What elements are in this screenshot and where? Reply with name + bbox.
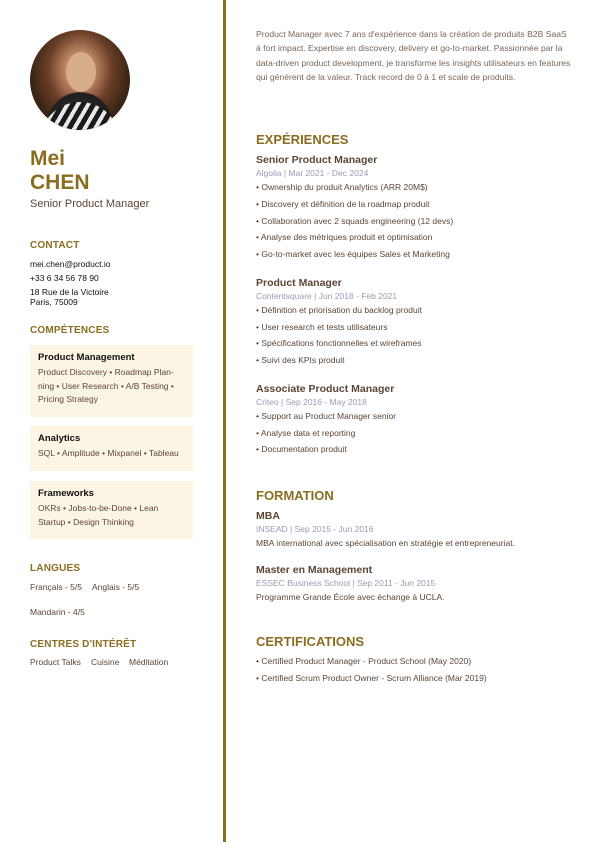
job-bullet: • Analyse des métriques produit et optimisation — [256, 232, 433, 242]
degree-title: MBA — [256, 510, 280, 522]
interest-item: Product Talks — [30, 657, 81, 667]
avatar — [30, 30, 130, 130]
degree-description: Programme Grande École avec échange à UCLA. — [256, 592, 445, 602]
skill-card — [30, 426, 193, 471]
language-item: Mandarin - 4/5 — [30, 607, 85, 617]
skill-card-title: Analytics — [38, 433, 81, 444]
degree-description: MBA international avec spécialisation en stratégie et entrepreneuriat. — [256, 538, 515, 548]
language-item: Anglais - 5/5 — [92, 582, 140, 592]
sidebar — [0, 0, 224, 842]
skill-card-title: Product Management — [38, 352, 135, 363]
degree-meta: ESSEC Business School | Sep 2011 - Jun 2015 — [256, 578, 436, 588]
skills-heading: COMPÉTENCES — [30, 325, 110, 336]
skill-card-body — [38, 447, 185, 461]
job-meta: Algolia | Mar 2021 - Dec 2024 — [256, 168, 369, 178]
job-role: Senior Product Manager — [30, 198, 150, 210]
certification-item: • Certified Scrum Product Owner - Scrum Alliance (Mar 2019) — [256, 673, 487, 683]
job-bullet: • Analyse data et reporting — [256, 428, 356, 438]
job-bullet: • Suivi des KPIs produit — [256, 355, 345, 365]
interest-item: Cuisine — [91, 657, 120, 667]
job-title: Senior Product Manager — [256, 154, 378, 166]
job-meta: Criteo | Sep 2016 - May 2018 — [256, 397, 367, 407]
skill-line: Pricing Strategy — [38, 394, 98, 404]
skill-line: SQL • Amplitude • Mixpanel • Tableau — [38, 448, 179, 458]
job-bullet: • Documentation produit — [256, 444, 347, 454]
job-bullet: • Définition et priorisation du backlog produit — [256, 305, 422, 315]
job-meta: Contentsquare | Jun 2018 - Feb 2021 — [256, 291, 398, 301]
avatar-face — [66, 52, 96, 92]
first-name: Mei — [30, 147, 66, 170]
contact-phone[interactable]: +33 6 34 56 78 90 — [30, 273, 99, 283]
job-bullet: • Ownership du produit Analytics (ARR 20M$) — [256, 182, 428, 192]
skill-card-title: Frameworks — [38, 488, 94, 499]
skill-line: Product Discovery • Roadmap Plan- — [38, 367, 174, 377]
contact-address-line2: Paris, 75009 — [30, 297, 78, 307]
job-bullet: • Collaboration avec 2 squads engineering (12 devs) — [256, 216, 454, 226]
skill-card-body — [38, 502, 185, 529]
contact-heading: CONTACT — [30, 240, 80, 251]
job-bullet: • Discovery et définition de la roadmap produit — [256, 199, 430, 209]
job-title: Associate Product Manager — [256, 383, 395, 395]
skill-line: Startup • Design Thinking — [38, 516, 134, 527]
contact-address-line1: 18 Rue de la Victoire — [30, 287, 109, 297]
column-divider — [223, 0, 226, 842]
job-bullet: • Spécifications fonctionnelles et wireframes — [256, 338, 422, 348]
job-bullet: • Go-to-market avec les équipes Sales et Marketing — [256, 249, 450, 259]
job-title: Product Manager — [256, 277, 342, 289]
skill-line: ning • User Research • A/B Testing • — [38, 380, 174, 391]
experience-heading: EXPÉRIENCES — [256, 132, 349, 147]
contact-email[interactable]: mei.chen@product.io — [30, 259, 111, 269]
certifications-heading: CERTIFICATIONS — [256, 634, 365, 649]
degree-meta: INSEAD | Sep 2015 - Jun 2016 — [256, 524, 374, 534]
education-heading: FORMATION — [256, 488, 334, 503]
profile-summary: Product Manager avec 7 ans d'expérience dans la création de produits B2B SaaS à fort impact. Expertise en discovery, delivery et go-to-market. Passionnée par la data-driven product development, je transforme les insights utilisateurs en features qui génèrent de la valeur. Track record de 0 à 1 et scale de produits. — [256, 29, 571, 83]
skill-card — [30, 481, 193, 539]
interests-heading: CENTRES D'INTÉRÊT — [30, 639, 137, 650]
languages-heading: LANGUES — [30, 563, 81, 574]
language-item: Français - 5/5 — [30, 582, 82, 592]
job-bullet: • User research et tests utilisateurs — [256, 322, 388, 332]
avatar-shirt — [40, 102, 120, 130]
degree-title: Master en Management — [256, 564, 373, 576]
interest-item: Méditation — [129, 657, 169, 667]
skill-card-body — [38, 366, 185, 407]
certification-item: • Certified Product Manager - Product School (May 2020) — [256, 656, 472, 666]
last-name: CHEN — [30, 171, 90, 194]
skill-line: OKRs • Jobs-to-be-Done • Lean — [38, 503, 159, 513]
skill-card — [30, 345, 193, 417]
job-bullet: • Support au Product Manager senior — [256, 411, 397, 421]
